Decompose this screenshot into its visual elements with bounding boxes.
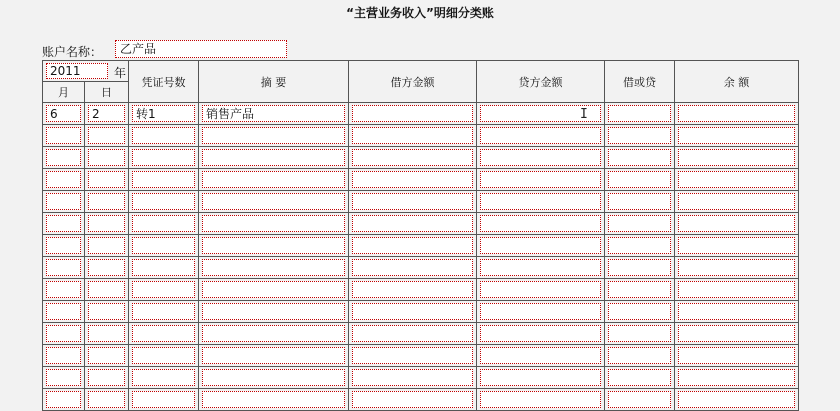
debit-input[interactable] <box>352 369 473 386</box>
dc-input[interactable] <box>608 369 671 386</box>
debit-cell <box>349 191 477 213</box>
table-row <box>43 103 799 125</box>
day-input[interactable] <box>88 325 125 342</box>
summary-cell <box>199 125 349 147</box>
summary-input[interactable] <box>202 281 345 298</box>
account-name-label: 账户名称： <box>42 45 103 59</box>
month-input[interactable]: 6 <box>46 105 81 122</box>
balance-input[interactable] <box>678 149 795 166</box>
month-input[interactable] <box>46 303 81 320</box>
day-cell <box>85 257 129 279</box>
debit-cell <box>349 279 477 301</box>
month-input[interactable] <box>46 127 81 144</box>
dc-input[interactable] <box>608 193 671 210</box>
balance-cell <box>675 345 799 367</box>
summary-input[interactable] <box>202 325 345 342</box>
summary-input[interactable] <box>202 127 345 144</box>
dc-input[interactable] <box>608 105 671 122</box>
debit-cell <box>349 169 477 191</box>
dc-cell <box>605 103 675 125</box>
voucher-cell <box>129 279 199 301</box>
debit-cell <box>349 103 477 125</box>
dc-input[interactable] <box>608 281 671 298</box>
voucher-input[interactable] <box>132 237 195 254</box>
summary-input[interactable]: 销售产品 <box>202 105 345 122</box>
day-input[interactable] <box>88 171 125 188</box>
day-cell <box>85 169 129 191</box>
month-cell <box>43 147 85 169</box>
summary-cell <box>199 235 349 257</box>
table-row <box>43 213 799 235</box>
month-cell <box>43 103 85 125</box>
dc-cell <box>605 213 675 235</box>
balance-input[interactable] <box>678 193 795 210</box>
balance-cell <box>675 323 799 345</box>
debit-input[interactable] <box>352 127 473 144</box>
summary-cell <box>199 169 349 191</box>
credit-input[interactable] <box>480 237 601 254</box>
day-input[interactable] <box>88 237 125 254</box>
day-cell <box>85 213 129 235</box>
summary-cell <box>199 323 349 345</box>
month-cell <box>43 213 85 235</box>
summary-input[interactable] <box>202 259 345 276</box>
day-input[interactable] <box>88 149 125 166</box>
dc-input[interactable] <box>608 171 671 188</box>
day-cell <box>85 191 129 213</box>
summary-input[interactable] <box>202 149 345 166</box>
summary-cell <box>199 147 349 169</box>
table-row <box>43 147 799 169</box>
debit-input[interactable] <box>352 347 473 364</box>
voucher-cell <box>129 257 199 279</box>
summary-input[interactable] <box>202 193 345 210</box>
debit-input[interactable] <box>352 215 473 232</box>
summary-input[interactable] <box>202 215 345 232</box>
debit-input[interactable] <box>352 303 473 320</box>
balance-input[interactable] <box>678 171 795 188</box>
month-input[interactable] <box>46 237 81 254</box>
dc-input[interactable] <box>608 215 671 232</box>
balance-input[interactable] <box>678 369 795 386</box>
day-input[interactable] <box>88 281 125 298</box>
balance-cell <box>675 213 799 235</box>
day-input[interactable] <box>88 347 125 364</box>
month-header: 月 <box>43 82 85 103</box>
dc-input[interactable] <box>608 237 671 254</box>
debit-input[interactable] <box>352 259 473 276</box>
credit-input[interactable] <box>480 193 601 210</box>
summary-input[interactable] <box>202 347 345 364</box>
voucher-cell <box>129 169 199 191</box>
debit-input[interactable] <box>352 281 473 298</box>
ledger-title: “主营业务收入”明细分类账 <box>346 6 494 20</box>
day-input[interactable]: 2 <box>88 105 125 122</box>
day-cell <box>85 367 129 389</box>
credit-header: 贷方金额 <box>477 61 605 103</box>
day-input[interactable] <box>88 259 125 276</box>
summary-input[interactable] <box>202 237 345 254</box>
table-row <box>43 191 799 213</box>
balance-input[interactable] <box>678 281 795 298</box>
credit-cell <box>477 213 605 235</box>
month-input[interactable] <box>46 325 81 342</box>
voucher-input[interactable] <box>132 193 195 210</box>
day-cell <box>85 125 129 147</box>
dc-cell <box>605 147 675 169</box>
balance-input[interactable] <box>678 127 795 144</box>
dc-input[interactable] <box>608 127 671 144</box>
table-row <box>43 323 799 345</box>
voucher-input[interactable] <box>132 369 195 386</box>
balance-cell <box>675 103 799 125</box>
table-row <box>43 257 799 279</box>
credit-input[interactable] <box>480 127 601 144</box>
dc-input[interactable] <box>608 303 671 320</box>
balance-header: 余 额 <box>675 61 799 103</box>
month-cell <box>43 279 85 301</box>
balance-cell <box>675 125 799 147</box>
balance-cell <box>675 191 799 213</box>
balance-cell <box>675 367 799 389</box>
debit-input[interactable] <box>352 237 473 254</box>
voucher-cell <box>129 301 199 323</box>
ledger-table <box>42 60 799 411</box>
debit-cell <box>349 213 477 235</box>
table-row <box>43 345 799 367</box>
balance-input[interactable] <box>678 237 795 254</box>
balance-cell <box>675 257 799 279</box>
balance-input[interactable] <box>678 105 795 122</box>
debit-cell <box>349 301 477 323</box>
dc-cell <box>605 125 675 147</box>
table-row <box>43 301 799 323</box>
debit-cell <box>349 257 477 279</box>
summary-cell <box>199 191 349 213</box>
debit-cell <box>349 323 477 345</box>
month-cell <box>43 301 85 323</box>
day-input[interactable] <box>88 127 125 144</box>
credit-input[interactable] <box>480 215 601 232</box>
summary-cell <box>199 367 349 389</box>
voucher-input[interactable] <box>132 215 195 232</box>
table-row <box>43 279 799 301</box>
credit-input[interactable] <box>480 325 601 342</box>
debit-input[interactable] <box>352 325 473 342</box>
credit-input[interactable] <box>480 149 601 166</box>
voucher-input[interactable] <box>132 303 195 320</box>
month-input[interactable] <box>46 369 81 386</box>
table-row <box>43 235 799 257</box>
voucher-cell <box>129 103 199 125</box>
month-cell <box>43 257 85 279</box>
dc-input[interactable] <box>608 149 671 166</box>
dc-cell <box>605 367 675 389</box>
dc-cell <box>605 279 675 301</box>
dc-cell <box>605 345 675 367</box>
dc-header: 借或贷 <box>605 61 675 103</box>
credit-input[interactable] <box>480 171 601 188</box>
credit-cell <box>477 301 605 323</box>
balance-input[interactable] <box>678 325 795 342</box>
balance-input[interactable] <box>678 259 795 276</box>
summary-header: 摘 要 <box>199 61 349 103</box>
debit-input[interactable] <box>352 193 473 210</box>
month-input[interactable] <box>46 171 81 188</box>
credit-cell <box>477 191 605 213</box>
day-cell <box>85 323 129 345</box>
day-cell <box>85 147 129 169</box>
day-input[interactable] <box>88 369 125 386</box>
dc-cell <box>605 191 675 213</box>
voucher-cell <box>129 235 199 257</box>
credit-cell <box>477 367 605 389</box>
voucher-input[interactable] <box>132 171 195 188</box>
day-input[interactable] <box>88 193 125 210</box>
month-input[interactable] <box>46 281 81 298</box>
year-input[interactable]: 2011 <box>46 63 108 79</box>
debit-cell <box>349 235 477 257</box>
summary-input[interactable] <box>202 303 345 320</box>
credit-cell <box>477 235 605 257</box>
month-input[interactable] <box>46 215 81 232</box>
dc-cell <box>605 323 675 345</box>
month-cell <box>43 235 85 257</box>
debit-cell <box>349 147 477 169</box>
credit-input[interactable] <box>480 259 601 276</box>
day-cell <box>85 345 129 367</box>
voucher-input[interactable] <box>132 259 195 276</box>
dc-cell <box>605 301 675 323</box>
credit-cell <box>477 345 605 367</box>
voucher-cell <box>129 191 199 213</box>
voucher-input[interactable]: 转1 <box>132 105 195 122</box>
table-row <box>43 169 799 191</box>
debit-cell <box>349 367 477 389</box>
summary-cell <box>199 103 349 125</box>
balance-cell <box>675 301 799 323</box>
dc-input[interactable] <box>608 259 671 276</box>
voucher-cell <box>129 367 199 389</box>
voucher-input[interactable] <box>132 149 195 166</box>
voucher-cell <box>129 125 199 147</box>
month-cell <box>43 191 85 213</box>
debit-cell <box>349 125 477 147</box>
month-cell <box>43 169 85 191</box>
account-name-input[interactable]: 乙产品 <box>115 40 287 58</box>
summary-cell <box>199 279 349 301</box>
day-cell <box>85 301 129 323</box>
month-cell <box>43 125 85 147</box>
dc-input[interactable] <box>608 325 671 342</box>
credit-cell <box>477 257 605 279</box>
summary-cell <box>199 213 349 235</box>
credit-input[interactable] <box>480 347 601 364</box>
balance-cell <box>675 279 799 301</box>
credit-input[interactable] <box>480 281 601 298</box>
balance-input[interactable] <box>678 215 795 232</box>
voucher-cell <box>129 147 199 169</box>
summary-cell <box>199 301 349 323</box>
table-row <box>43 125 799 147</box>
day-cell <box>85 279 129 301</box>
voucher-input[interactable] <box>132 127 195 144</box>
credit-input[interactable] <box>480 303 601 320</box>
debit-header: 借方金额 <box>349 61 477 103</box>
credit-cell <box>477 147 605 169</box>
month-input[interactable] <box>46 259 81 276</box>
balance-cell <box>675 147 799 169</box>
balance-input[interactable] <box>678 347 795 364</box>
credit-cell <box>477 323 605 345</box>
voucher-cell <box>129 345 199 367</box>
month-cell <box>43 367 85 389</box>
year-unit-label: 年 <box>113 66 126 80</box>
month-input[interactable] <box>46 347 81 364</box>
voucher-input[interactable] <box>132 347 195 364</box>
credit-input[interactable] <box>480 369 601 386</box>
day-cell <box>85 103 129 125</box>
credit-cell <box>477 169 605 191</box>
credit-cell <box>477 279 605 301</box>
balance-cell <box>675 169 799 191</box>
year-header-cell <box>43 61 129 82</box>
day-header: 日 <box>85 82 129 103</box>
summary-input[interactable] <box>202 171 345 188</box>
dc-input[interactable] <box>608 347 671 364</box>
day-input[interactable] <box>88 215 125 232</box>
voucher-cell <box>129 323 199 345</box>
dc-cell <box>605 257 675 279</box>
text-cursor-icon: I <box>580 107 588 122</box>
table-row <box>43 367 799 389</box>
dc-cell <box>605 169 675 191</box>
dc-cell <box>605 235 675 257</box>
day-input[interactable] <box>88 303 125 320</box>
balance-input[interactable] <box>678 303 795 320</box>
summary-cell <box>199 257 349 279</box>
month-cell <box>43 345 85 367</box>
summary-input[interactable] <box>202 369 345 386</box>
month-input[interactable] <box>46 149 81 166</box>
voucher-cell <box>129 213 199 235</box>
month-input[interactable] <box>46 193 81 210</box>
debit-input[interactable] <box>352 105 473 122</box>
day-cell <box>85 235 129 257</box>
credit-cell <box>477 125 605 147</box>
debit-input[interactable] <box>352 149 473 166</box>
debit-cell <box>349 345 477 367</box>
debit-input[interactable] <box>352 171 473 188</box>
balance-cell <box>675 235 799 257</box>
summary-cell <box>199 345 349 367</box>
voucher-header: 凭证号数 <box>129 61 199 103</box>
month-cell <box>43 323 85 345</box>
voucher-input[interactable] <box>132 281 195 298</box>
voucher-input[interactable] <box>132 325 195 342</box>
